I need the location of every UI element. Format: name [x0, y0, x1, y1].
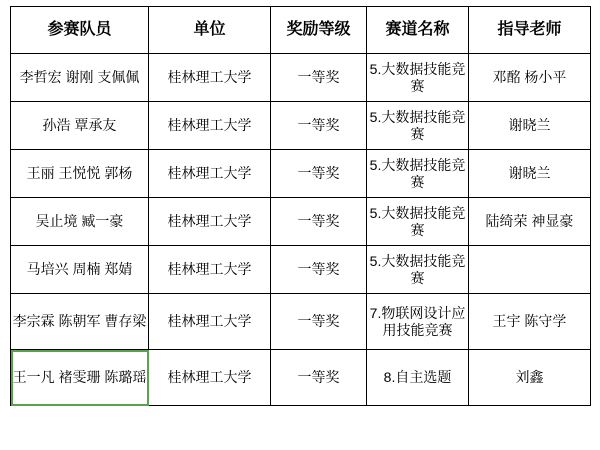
table-row	[11, 54, 591, 102]
cell-prize: 一等奖	[271, 294, 367, 350]
cell-teacher: 刘鑫	[469, 350, 591, 406]
cell-prize: 一等奖	[271, 150, 367, 198]
cell-unit: 桂林理工大学	[149, 246, 271, 294]
cell-members: 王丽 王悦悦 郭杨	[11, 150, 149, 198]
cell-teacher: 陆绮荣 神显豪	[469, 198, 591, 246]
cell-unit: 桂林理工大学	[149, 350, 271, 406]
cell-prize: 一等奖	[271, 198, 367, 246]
cell-prize: 一等奖	[271, 246, 367, 294]
table-body	[11, 54, 591, 406]
cell-members: 孙浩 覃承友	[11, 102, 149, 150]
award-table-sheet	[0, 6, 600, 450]
cell-prize: 一等奖	[271, 350, 367, 406]
cell-unit: 桂林理工大学	[149, 102, 271, 150]
cell-members: 马培兴 周楠 郑婧	[11, 246, 149, 294]
cell-track: 5.大数据技能竞赛	[367, 246, 469, 294]
cell-members: 吴止境 臧一豪	[11, 198, 149, 246]
cell-prize: 一等奖	[271, 102, 367, 150]
cell-members: 李宗霖 陈朝军 曹存梁	[11, 294, 149, 350]
table-header	[11, 7, 591, 54]
cell-teacher	[469, 246, 591, 294]
cell-track: 8.自主选题	[367, 350, 469, 406]
cell-teacher: 谢晓兰	[469, 102, 591, 150]
table-row	[11, 246, 591, 294]
column-header-unit: 单位	[149, 7, 271, 54]
cell-track: 5.大数据技能竞赛	[367, 102, 469, 150]
table-row	[11, 150, 591, 198]
cell-track: 5.大数据技能竞赛	[367, 54, 469, 102]
cell-teacher: 谢晓兰	[469, 150, 591, 198]
cell-members: 李哲宏 谢刚 支佩佩	[11, 54, 149, 102]
column-header-track: 赛道名称	[367, 7, 469, 54]
cell-track: 5.大数据技能竞赛	[367, 150, 469, 198]
column-header-teacher: 指导老师	[469, 7, 591, 54]
cell-unit: 桂林理工大学	[149, 54, 271, 102]
cell-unit: 桂林理工大学	[149, 294, 271, 350]
award-table	[10, 6, 591, 406]
table-row	[11, 198, 591, 246]
cell-prize: 一等奖	[271, 54, 367, 102]
column-header-prize: 奖励等级	[271, 7, 367, 54]
cell-teacher: 邓酩 杨小平	[469, 54, 591, 102]
cell-unit: 桂林理工大学	[149, 150, 271, 198]
cell-track: 7.物联网设计应用技能竞赛	[367, 294, 469, 350]
table-row	[11, 102, 591, 150]
cell-members-selected[interactable]: 王一凡 褚雯珊 陈璐瑶	[11, 350, 149, 406]
cell-teacher: 王宇 陈守学	[469, 294, 591, 350]
cell-unit: 桂林理工大学	[149, 198, 271, 246]
table-row	[11, 294, 591, 350]
cell-track: 5.大数据技能竞赛	[367, 198, 469, 246]
table-header-row	[11, 7, 591, 54]
table-row	[11, 350, 591, 406]
column-header-members: 参赛队员	[11, 7, 149, 54]
